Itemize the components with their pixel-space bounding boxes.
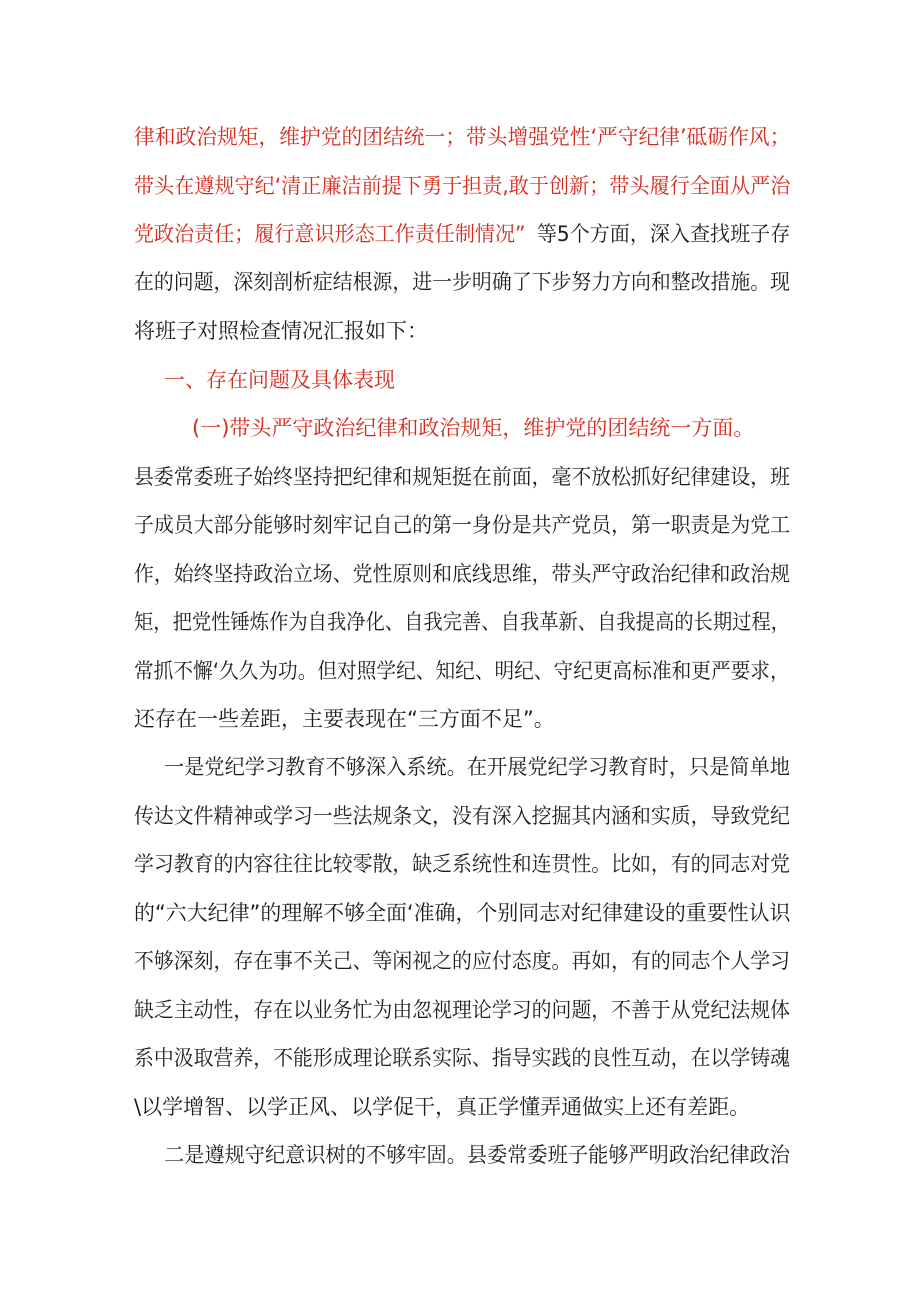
intro-line-4: 在的问题，深刻剖析症结根源，进一步明确了下步努力方向和整改措施。现 — [134, 270, 790, 294]
para2-line-1: 一是党纪学习教育不够深入系统。在开展党纪学习教育时，只是简单地 — [164, 755, 791, 779]
para2-line-3: 学习教育的内容往往比较零散，缺乏系统性和连贯性。比如，有的同志对党 — [134, 852, 790, 876]
para2-line-4: 的“六大纪律”的理解不够全面‘准确，个别同志对纪律建设的重要性认识 — [134, 901, 791, 925]
intro-line-1: 律和政治规矩，维护党的团结统一；带头增强党性‘严守纪律’砥砺作风； — [134, 125, 791, 149]
intro-line-3-highlight: 党政治责任；履行意识形态工作责任制情况” — [134, 222, 526, 246]
para2-line-6: 缺乏主动性，存在以业务忙为由忽视理论学习的问题，不善于从党纪法规体 — [134, 998, 790, 1022]
subsection-heading: (一)带头严守政治纪律和政治规矩，维护党的团结统一方面。 — [192, 416, 755, 440]
para2-line-5: 不够深刻，存在事不关己、等闲视之的应付态度。再如，有的同志个人学习 — [134, 949, 790, 973]
para1-line-5: 常抓不懈‘久久为功。但对照学纪、知纪、明纪、守纪更高标准和更严要求， — [134, 659, 790, 683]
intro-line-3 — [134, 219, 790, 249]
intro-line-2: 带头在遵规守纪‘清正廉洁前提下勇于担责,敢于创新；带头履行全面从严治 — [134, 174, 791, 198]
para1-line-4: 矩，把党性锤炼作为自我净化、自我完善、自我革新、自我提高的长期过程， — [134, 610, 791, 634]
intro-line-5: 将班子对照检查情况汇报如下： — [134, 319, 428, 343]
section-heading: 一、存在问题及具体表现 — [164, 368, 395, 392]
para2-line-2: 传达文件精神或学习一些法规条文，没有深入挖掘其内涵和实质，导致党纪 — [134, 804, 790, 828]
para2-line-8: \以学增智、以学正风、以学促干，真正学懂弄通做实上还有差距。 — [134, 1095, 751, 1119]
intro-line-3-tail: 等5个方面，深入查找班子存 — [536, 222, 791, 246]
para2-line-7: 系中汲取营养，不能形成理论联系实际、指导实践的良性互动，在以学铸魂 — [134, 1046, 790, 1070]
para3-line-1: 二是遵规守纪意识树的不够牢固。县委常委班子能够严明政治纪律政治 — [164, 1143, 791, 1167]
para1-line-6: 还存在一些差距，主要表现在“三方面不足”。 — [134, 707, 555, 731]
para1-line-2: 子成员大部分能够时刻牢记自己的第一身份是共产党员，第一职责是为党工 — [134, 513, 790, 537]
para1-line-3: 作，始终坚持政治立场、党性原则和底线思维，带头严守政治纪律和政治规 — [134, 562, 790, 586]
para1-line-1: 县委常委班子始终坚持把纪律和规矩挺在前面，毫不放松抓好纪律建设，班 — [134, 465, 790, 489]
